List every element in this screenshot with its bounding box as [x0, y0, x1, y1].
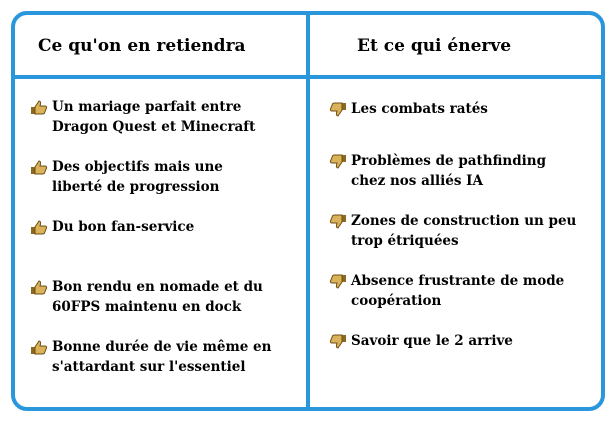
thumbs-down-icon: [329, 274, 347, 289]
cons-item-line1: Les combats ratés: [351, 101, 488, 117]
cons-item: [329, 99, 599, 151]
thumbs-up-icon: [30, 160, 48, 175]
thumbs-down-icon: [329, 154, 347, 169]
cons-item: [329, 151, 599, 211]
cons-item-line1: Absence frustrante de mode: [351, 273, 565, 289]
pros-item-line1: Des objectifs mais une: [52, 159, 223, 175]
pros-item-line1: Du bon fan-service: [52, 219, 195, 235]
pros-item-line2: Dragon Quest et Minecraft: [52, 119, 256, 135]
thumbs-up-icon: [30, 220, 48, 235]
pros-item-line1: Bonne durée de vie même en: [52, 339, 272, 355]
pros-item: [30, 337, 300, 397]
pros-item: [30, 277, 300, 337]
thumbs-up-icon: [30, 280, 48, 295]
pros-item-line1: Bon rendu en nomade et du: [52, 279, 263, 295]
pros-list: [30, 97, 300, 397]
pros-item-line1: Un mariage parfait entre: [52, 99, 242, 115]
pros-item: [30, 97, 300, 157]
thumbs-up-icon: [30, 340, 48, 355]
cons-item: [329, 211, 599, 271]
cons-item-line2: trop étriquées: [351, 233, 459, 249]
cons-item-line2: chez nos alliés IA: [351, 173, 483, 189]
pros-item: [30, 157, 300, 217]
thumbs-up-icon: [30, 100, 48, 115]
cons-item-line1: Zones de construction un peu: [351, 213, 577, 229]
pros-item-line2: 60FPS maintenu en dock: [52, 299, 242, 315]
cons-item: [329, 331, 599, 391]
thumbs-down-icon: [329, 102, 347, 117]
cons-list: [329, 99, 599, 391]
column-divider: [306, 11, 310, 411]
cons-item-line1: Savoir que le 2 arrive: [351, 333, 513, 349]
cons-item: [329, 271, 599, 331]
pros-title: Ce qu'on en retiendra: [38, 36, 246, 56]
pros-item: [30, 217, 300, 277]
cons-item-line1: Problèmes de pathfinding: [351, 153, 547, 169]
thumbs-down-icon: [329, 334, 347, 349]
cons-item-line2: coopération: [351, 293, 442, 309]
cons-title: Et ce qui énerve: [357, 36, 512, 56]
thumbs-down-icon: [329, 214, 347, 229]
pros-item-line2: s'attardant sur l'essentiel: [52, 359, 246, 375]
pros-item-line2: liberté de progression: [52, 179, 220, 195]
